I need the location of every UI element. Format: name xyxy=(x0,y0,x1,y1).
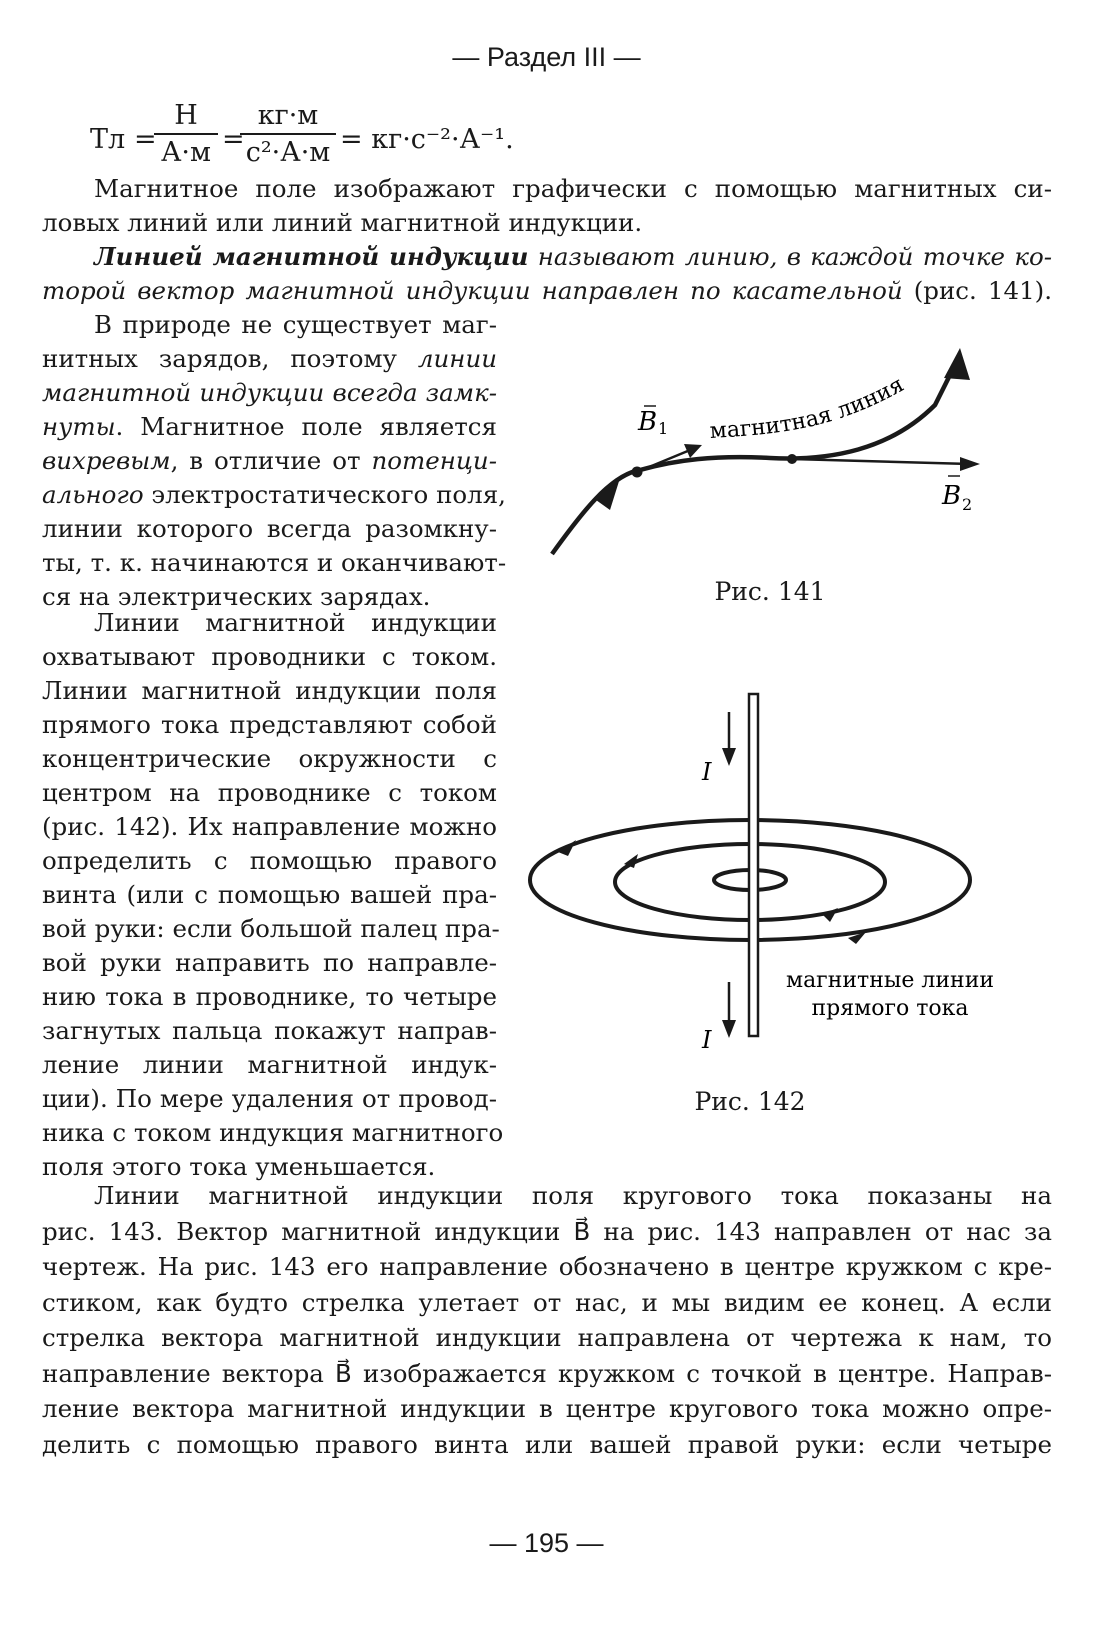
paragraph-line: чертеж. На рис. 143 его направление обозначено в центре кружком с кре- xyxy=(42,1252,1052,1281)
emphasis-text: нуты xyxy=(42,412,116,441)
body-text: линии которого всегда разомкну- xyxy=(42,514,497,543)
column-1-line xyxy=(42,478,506,512)
fraction-2 xyxy=(240,100,336,168)
column-1-line xyxy=(42,376,497,410)
current-arrow-bottom-head xyxy=(722,1020,736,1038)
vector-b2 xyxy=(792,459,970,464)
fraction-1-denominator: А·м xyxy=(160,137,212,168)
figure-141-caption: Рис. 141 xyxy=(714,577,826,606)
emphasis-text: вихревым xyxy=(42,446,171,475)
column-2-line: центром на проводнике с током xyxy=(42,778,497,807)
column-2-line: нию тока в проводнике, то четыре xyxy=(42,982,497,1011)
body-text: В природе не существует маг- xyxy=(94,310,497,339)
point-1 xyxy=(632,467,643,478)
left-column-paragraph-1 xyxy=(42,308,507,614)
body-text: ся на электрических зарядах. xyxy=(42,582,431,611)
b1-subscript: 1 xyxy=(658,419,669,438)
definition-paragraph xyxy=(42,240,1052,308)
column-2-line: концентрические окружности с xyxy=(42,744,497,773)
emphasis-text: ального xyxy=(42,480,144,509)
definition-text: называют линию, в каждой точке ко- xyxy=(528,242,1052,271)
formula-rhs: = кг·с⁻²·А⁻¹. xyxy=(340,124,514,155)
fraction-1-bar xyxy=(154,133,218,135)
page-number: — 195 — xyxy=(489,1528,604,1558)
paragraph-line: рис. 143. Вектор магнитной индукции B⃗ на рис. 143 направлен от нас за xyxy=(42,1216,1052,1246)
column-2-line: охватывают проводники с током. xyxy=(42,642,497,671)
paragraph-1-line: Магнитное поле изображают графически с помощью магнитных си- xyxy=(94,174,1052,203)
current-label-bottom: I xyxy=(702,1026,712,1054)
emphasis-text: потенци- xyxy=(371,446,497,475)
column-2-line: вой руки: если большой палец пра- xyxy=(42,914,500,943)
column-1-line xyxy=(42,308,497,342)
column-1-line xyxy=(42,512,497,546)
fraction-2-numerator: кг·м xyxy=(257,100,319,131)
column-2-line: прямого тока представляют собой xyxy=(42,710,497,739)
fraction-1-numerator: Н xyxy=(174,100,198,131)
formula-eq: = xyxy=(134,124,157,155)
figure-142-caption: Рис. 142 xyxy=(694,1087,806,1116)
paragraph-1-line: ловых линий или линий магнитной индукции. xyxy=(42,208,643,237)
b1-label: B xyxy=(638,407,658,437)
vector-b2-arrowhead xyxy=(960,457,980,471)
paragraph-line: стиком, как будто стрелка улетает от нас, и мы видим ее конец. А если xyxy=(42,1287,1052,1317)
paragraph-line: направление вектора B⃗ изображается кружком с точкой в центре. Направ- xyxy=(42,1358,1052,1388)
column-2-line: ника с током индукция магнитного xyxy=(42,1118,504,1147)
column-2-line: вой руки направить по направле- xyxy=(42,948,497,977)
definition-text-cont: торой вектор магнитной индукции направлен по касательной xyxy=(42,276,903,305)
figure-141 xyxy=(540,330,1010,570)
column-1-line xyxy=(42,444,497,478)
magnetic-line-arrowhead-top xyxy=(944,348,970,380)
paragraph-line: Линии магнитной индукции поля кругового тока показаны на xyxy=(94,1181,1052,1210)
formula-lhs: Тл xyxy=(90,124,126,155)
body-text: ты, т. к. начинаются и оканчивают- xyxy=(42,548,507,577)
column-1-line xyxy=(42,342,497,376)
paragraph-circular-current xyxy=(42,1178,1052,1462)
body-text: электростатического поля, xyxy=(143,480,506,509)
point-2 xyxy=(787,454,797,464)
paragraph-line: ление вектора магнитной индукции в центре кругового тока можно опре- xyxy=(42,1394,1052,1423)
emphasis-text: магнитной индукции всегда замк- xyxy=(42,378,497,407)
column-1-line xyxy=(42,410,497,444)
body-text: нитных зарядов, поэтому xyxy=(42,344,418,373)
b2-label: B xyxy=(942,481,962,511)
straight-conductor xyxy=(749,694,758,1036)
b2-subscript: 2 xyxy=(962,495,973,514)
middle-line-arrow-front xyxy=(822,908,838,922)
column-1-line xyxy=(42,546,507,580)
running-header: — Раздел III — xyxy=(452,42,641,72)
body-text: , в отличие от xyxy=(170,446,372,475)
column-2-line: загнутых пальца покажут направ- xyxy=(42,1016,497,1045)
column-2-line: (рис. 142). Их направление можно xyxy=(42,812,497,841)
column-2-line: определить с помощью правого xyxy=(42,846,497,875)
column-2-line: поля этого тока уменьшается. xyxy=(42,1152,436,1181)
field-lines-label-2: прямого тока xyxy=(811,996,969,1021)
field-lines-label-1: магнитные линии xyxy=(785,968,995,993)
current-label-top: I xyxy=(702,758,712,786)
definition-line-1 xyxy=(42,240,1052,274)
left-column-paragraph-2 xyxy=(42,606,504,1184)
column-2-line: Линии магнитной индукции поля xyxy=(42,676,497,705)
fraction-2-denominator: с²·А·м xyxy=(245,137,331,168)
emphasis-text: линии xyxy=(417,344,497,373)
column-2-line: Линии магнитной индукции xyxy=(94,608,497,637)
current-arrow-top-head xyxy=(722,748,736,766)
fraction-1 xyxy=(154,100,218,168)
figure-reference: (рис. 141). xyxy=(902,276,1053,305)
column-2-line: ции). По мере удаления от провод- xyxy=(42,1084,497,1113)
column-2-line: винта (или с помощью вашей пра- xyxy=(42,880,497,909)
paragraph-line: стрелка вектора магнитной индукции направлена от чертежа к нам, то xyxy=(42,1323,1052,1352)
magnetic-line-label: магнитная линия xyxy=(709,372,909,444)
fraction-2-bar xyxy=(240,133,336,135)
column-2-line: ление линии магнитной индук- xyxy=(42,1050,497,1079)
body-text: . Магнитное поле является xyxy=(115,412,497,441)
paragraph-1 xyxy=(42,172,1052,240)
definition-term: Линией магнитной индукции xyxy=(94,242,529,271)
definition-line-2 xyxy=(42,274,1052,308)
unit-formula xyxy=(90,100,610,180)
figure-142 xyxy=(520,690,1020,1060)
paragraph-line: делить с помощью правого винта или вашей правой руки: если четыре xyxy=(42,1429,1052,1459)
formula-eq-2: = xyxy=(222,124,245,155)
